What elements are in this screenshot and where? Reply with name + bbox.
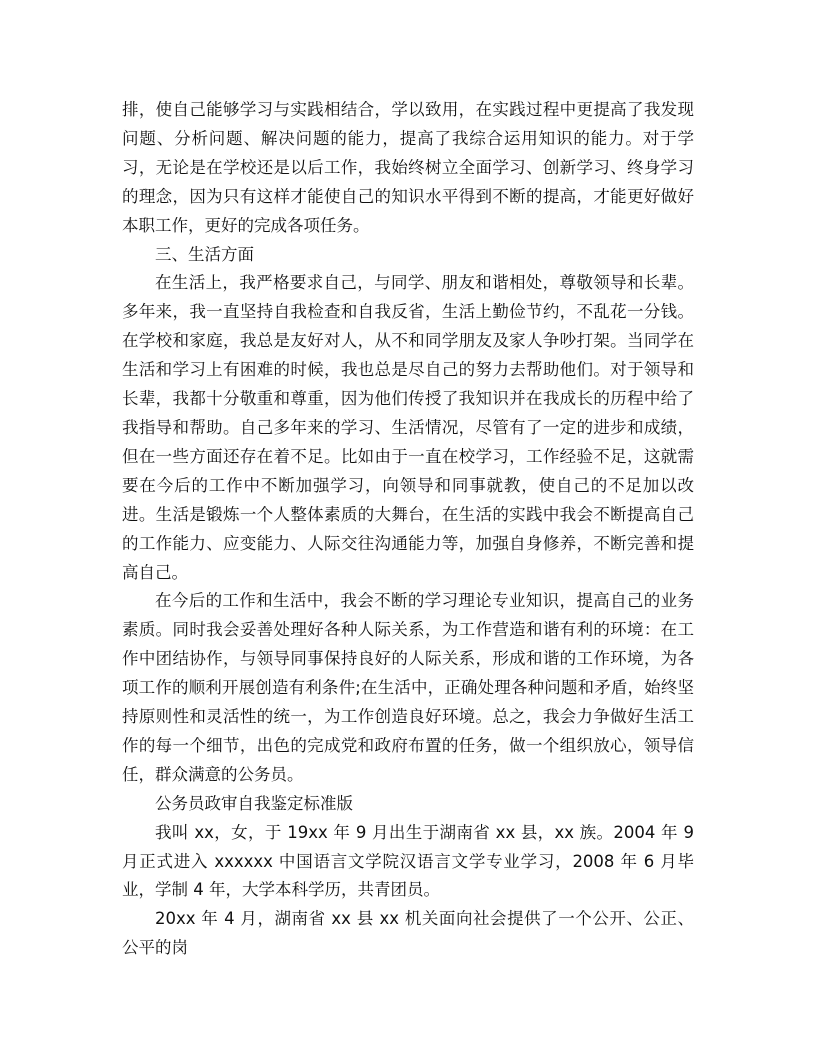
paragraph-life: 在生活上，我严格要求自己，与同学、朋友和谐相处，尊敬领导和长辈。多年来，我一直坚持自我检查和自我反省，生活上勤俭节约，不乱花一分钱。在学校和家庭，我总是友好对人，从不和同学朋友及家人争吵打架。当同学在生活和学习上有困难的时候，我也总是尽自己的努力去帮助他们。对于领导和长辈，我都十分敬重和尊重，因为他们传授了我知识并在我成长的历程中给了我指导和帮助。自己多年来的学习、生活情况，尽管有了一定的进步和成绩，但在一些方面还存在着不足。比如由于一直在校学习，工作经验不足，这就需要在今后的工作中不断加强学习，向领导和同事就教，使自己的不足加以改进。生活是锻炼一个人整体素质的大舞台，在生活的实践中我会不断提高自己的工作能力、应变能力、人际交往沟通能力等，加强自身修养，不断完善和提高自己。 (122, 273, 694, 582)
paragraph-recruitment: 20xx 年 4 月，湖南省 xx 县 xx 机关面向社会提供了一个公开、公正、公平的岗 (122, 909, 694, 958)
paragraph-study-continued: 排，使自己能够学习与实践相结合，学以致用，在实践过程中更提高了我发现问题、分析问题、解决问题的能力，提高了我综合运用知识的能力。对于学习，无论是在学校还是以后工作，我始终树立全面学习、创新学习、终身学习的理念，因为只有这样才能使自己的知识水平得到不断的提高，才能更好做好本职工作，更好的完成各项任务。 (122, 100, 694, 235)
section-heading-life: 三、生活方面 (155, 244, 254, 264)
document-page (122, 96, 694, 963)
document-title-standard-edition: 公务员政审自我鉴定标准版 (155, 793, 353, 813)
paragraph-future: 在今后的工作和生活中，我会不断的学习理论专业知识，提高自己的业务素质。同时我会妥善处理好各种人际关系，为工作营造和谐有利的环境：在工作中团结协作，与领导同事保持良好的人际关系，形成和谐的工作环境，为各项工作的顺利开展创造有利条件;在生活中，正确处理各种问题和矛盾，始终坚持原则性和灵活性的统一，为工作创造良好环境。总之，我会力争做好生活工作的每一个细节，出色的完成党和政府布置的任务，做一个组织放心，领导信任，群众满意的公务员。 (122, 591, 694, 784)
paragraph-personal-info: 我叫 xx，女，于 19xx 年 9 月出生于湖南省 xx 县，xx 族。2004 年 9 月正式进入 xxxxxx 中国语言文学院汉语言文学专业学习，2008 年 6 月毕业，学制 4 年，大学本科学历，共青团员。 (122, 822, 694, 900)
